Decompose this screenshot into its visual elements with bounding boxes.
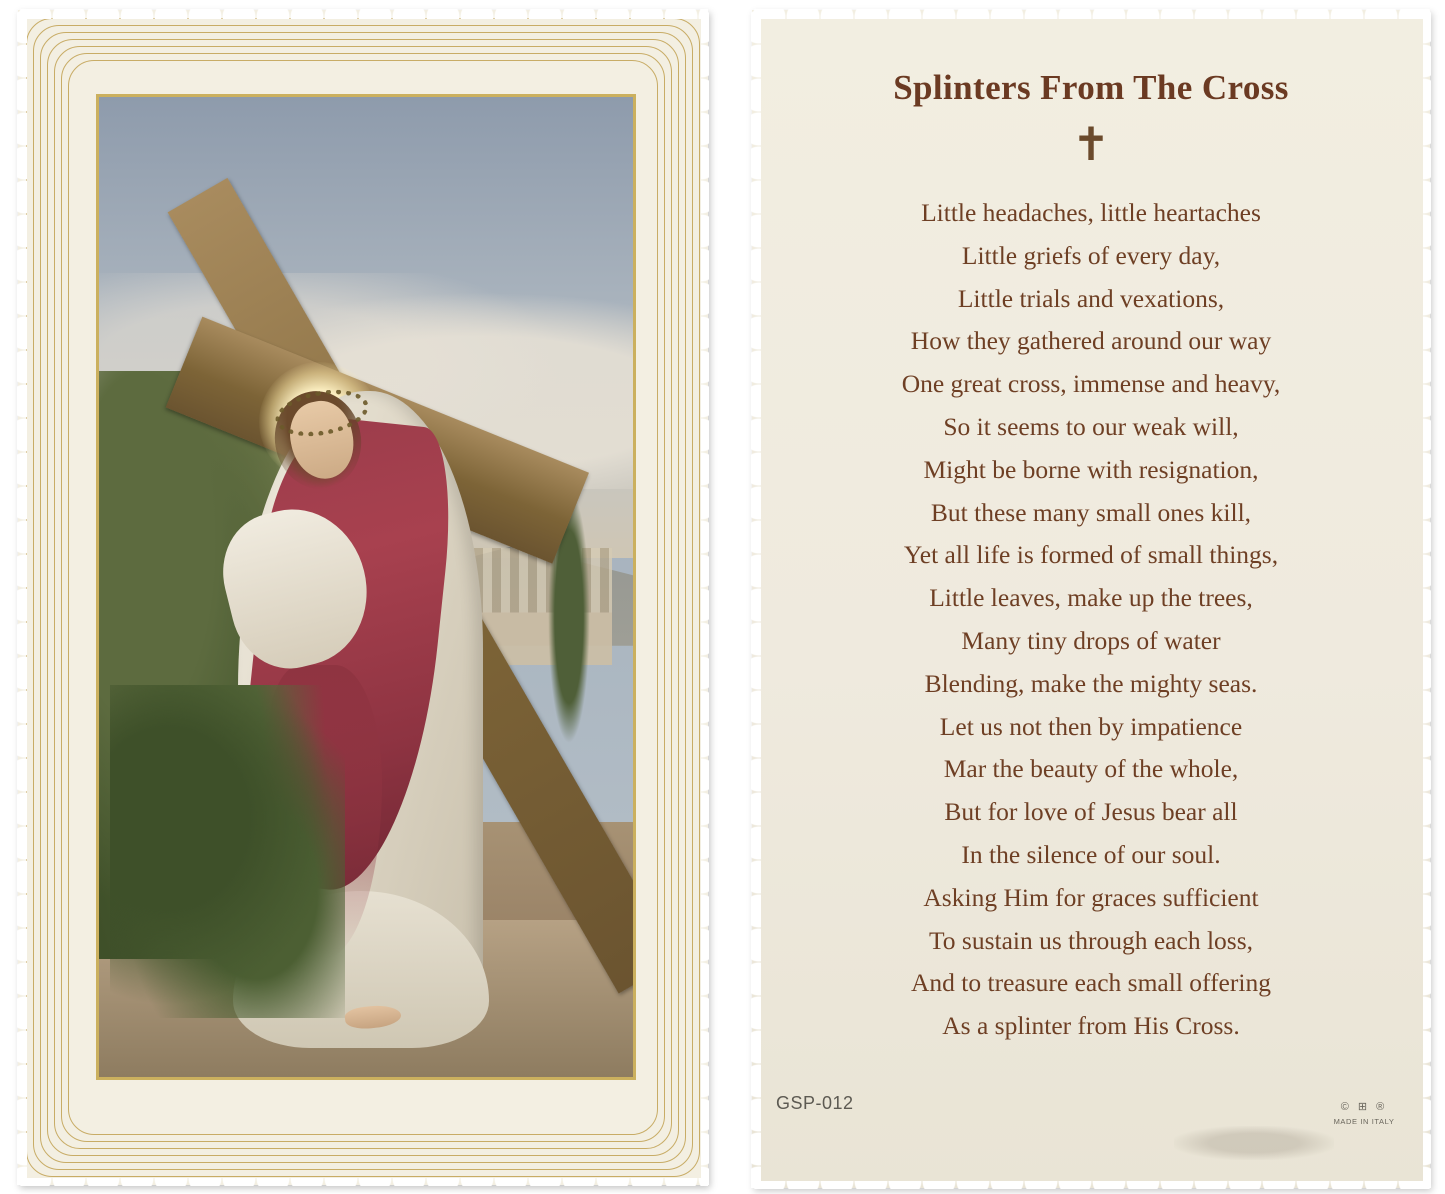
prayer-title: Splinters From The Cross bbox=[893, 68, 1289, 107]
foliage-foreground bbox=[110, 685, 345, 1018]
prayer-line: Blending, make the mighty seas. bbox=[924, 668, 1258, 698]
prayer-line: Might be borne with resignation, bbox=[923, 454, 1259, 484]
latin-cross-icon: ✝ bbox=[1071, 119, 1111, 170]
scallop-edge-right bbox=[691, 10, 709, 1185]
holy-card-prayer-side bbox=[752, 10, 1430, 1188]
prayer-line: Mar the beauty of the whole, bbox=[943, 754, 1239, 784]
prayer-line: Yet all life is formed of small things, bbox=[903, 540, 1279, 570]
prayer-line: Little leaves, make up the trees, bbox=[929, 583, 1253, 613]
paper-smudge bbox=[1174, 1126, 1334, 1160]
prayer-line: Little headaches, little heartaches bbox=[921, 198, 1261, 227]
scallop-edge-bottom bbox=[18, 1168, 708, 1186]
prayer-line: In the silence of our soul. bbox=[961, 839, 1221, 869]
scallop-edge-top bbox=[752, 9, 1430, 27]
prayer-line: And to treasure each small offering bbox=[911, 968, 1271, 998]
prayer-line: So it seems to our weak will, bbox=[943, 411, 1239, 441]
scallop-edge-left bbox=[17, 10, 35, 1185]
copyright-marks: © ⊞ ® bbox=[1340, 1101, 1388, 1113]
scallop-edge-bottom bbox=[752, 1171, 1430, 1189]
prayer-line: How they gathered around our way bbox=[910, 326, 1272, 356]
holy-card-image-side bbox=[18, 10, 708, 1185]
scallop-edge-left bbox=[751, 10, 769, 1188]
catalog-code: GSP-012 bbox=[776, 1093, 854, 1113]
prayer-line: As a splinter from His Cross. bbox=[942, 1011, 1240, 1041]
prayer-line: But these many small ones kill, bbox=[930, 497, 1252, 527]
artwork-jesus-carrying-cross bbox=[96, 94, 636, 1080]
imprint-block bbox=[1316, 1100, 1412, 1126]
prayer-text bbox=[780, 192, 1402, 1048]
made-in-italy-text: MADE IN ITALY bbox=[1333, 1117, 1395, 1126]
prayer-line: Let us not then by impatience bbox=[939, 711, 1243, 741]
prayer-line: Asking Him for graces sufficient bbox=[923, 882, 1259, 912]
prayer-line: Little trials and vexations, bbox=[957, 283, 1225, 313]
prayer-line: Little griefs of every day, bbox=[961, 240, 1221, 270]
scallop-edge-right bbox=[1413, 10, 1431, 1188]
prayer-line: But for love of Jesus bear all bbox=[944, 797, 1238, 827]
prayer-line: To sustain us through each loss, bbox=[928, 925, 1254, 955]
scallop-edge-top bbox=[18, 9, 708, 27]
prayer-line: Many tiny drops of water bbox=[961, 625, 1221, 655]
prayer-line: One great cross, immense and heavy, bbox=[901, 369, 1281, 399]
